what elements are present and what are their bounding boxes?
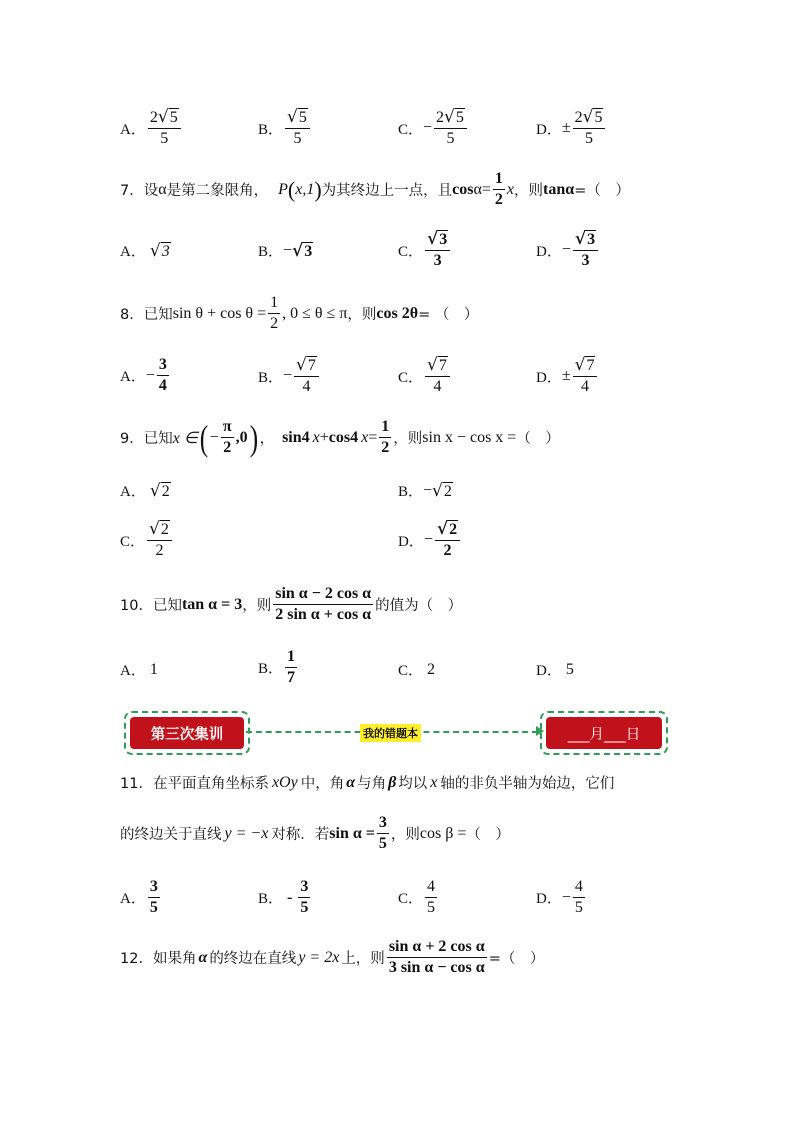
sign: − [423, 531, 433, 548]
option-label: B． [258, 369, 284, 386]
text: 与角 [357, 776, 387, 792]
question-10 [120, 585, 462, 624]
denominator: 2 [155, 542, 164, 559]
q6-option-b [258, 108, 312, 148]
option-label: B． [258, 661, 284, 677]
numerator: 1 [285, 648, 297, 668]
q8-option-c [398, 356, 452, 396]
denominator: 2 [270, 315, 279, 332]
question-9: 9．已知 x ∈ ( − $\frac{\pi}{2}$ ,0 ) ， sin 4 x + cos 4 x = $\frac{1}{2}$ ，则 sin x − cos x = （ ） [120, 417, 560, 458]
q10-option-c [398, 659, 435, 680]
q7-option-c [398, 230, 452, 270]
question-number: 11．在平面直角坐标系 [120, 776, 269, 792]
q11-option-a [120, 878, 162, 917]
q7-option-d [536, 230, 600, 270]
beta-symbol: β [388, 773, 397, 791]
fraction [573, 878, 585, 917]
denominator: 5 [160, 130, 169, 147]
q9-option-b: B． − √ 2 [398, 480, 452, 501]
q11-option-c [398, 878, 439, 917]
q10-option-d [536, 659, 574, 680]
denominator: 3 [433, 252, 442, 269]
q6-option-d [536, 108, 607, 148]
option-label: A． [120, 369, 146, 385]
fraction: √ 2 2 [147, 520, 172, 560]
exponent: 4 [350, 428, 359, 446]
text: 是第二象限角， [166, 183, 269, 199]
session-title: 第三次集训 [130, 717, 244, 749]
question-number: 8．已知 [120, 307, 173, 323]
interval-end: ,0 [235, 428, 248, 446]
text: ， [259, 431, 275, 447]
q10-option-a [120, 659, 158, 680]
denominator: 7 [287, 669, 296, 686]
text: ，则 [393, 431, 423, 447]
denominator: 2 [443, 542, 452, 559]
q6-option-c [398, 108, 469, 148]
sign: − [209, 428, 219, 446]
alpha-symbol: α [158, 180, 167, 198]
fraction [273, 585, 373, 624]
denominator: 4 [433, 378, 442, 395]
date-banner [540, 711, 668, 755]
radicand: 3 [161, 242, 170, 260]
denominator: 5 [585, 130, 594, 147]
denominator: 5 [378, 835, 387, 852]
radicand: 2 [449, 521, 458, 538]
numerator: 3 [377, 814, 389, 834]
denominator: 5 [446, 130, 455, 147]
option-value: 1 [149, 660, 158, 678]
fraction: 2 √ 5 5 [148, 108, 181, 148]
numerator: 4 [425, 878, 437, 898]
text: 的终边关于直线 [120, 827, 222, 843]
question-number: 10．已知 [120, 598, 182, 614]
target-expression: sin x − cos x = [422, 428, 517, 446]
sign: − [561, 241, 571, 258]
fraction: √ 3 3 [573, 230, 598, 270]
text: 的终边在直线 [209, 951, 297, 967]
cos-text: cos [452, 180, 474, 198]
q8-option-b [258, 356, 321, 396]
text: ，则 [390, 827, 420, 843]
cos-text: cos [328, 428, 351, 446]
option-label: C． [120, 533, 146, 550]
question-12 [120, 938, 544, 977]
q9-option-c [120, 520, 174, 560]
fraction: √ 7 4 [294, 356, 319, 396]
option-label: B． [258, 891, 284, 907]
option-label: B． [258, 121, 284, 138]
radicand: 3 [439, 231, 448, 248]
denominator: 5 [149, 899, 158, 916]
option-label: C． [398, 121, 424, 138]
option-label: D． [398, 533, 424, 550]
denominator: 3 sin α − cos α [388, 959, 485, 976]
variable: x [506, 180, 515, 198]
variable: x [312, 428, 320, 446]
radicand: 5 [298, 109, 307, 126]
option-label: D． [536, 891, 562, 907]
sign: − [283, 367, 293, 384]
denominator: 5 [300, 899, 309, 916]
option-label: C． [398, 243, 424, 260]
sign: - [287, 888, 293, 906]
denominator: 5 [293, 130, 302, 147]
sign: − [561, 888, 571, 906]
radicand: 3 [587, 231, 596, 248]
numerator: 2 [436, 109, 445, 126]
radicand: 2 [443, 482, 452, 500]
question-number: 7．设 [120, 183, 159, 199]
variable: x [361, 428, 369, 446]
option-value: 2 [427, 660, 436, 678]
radicand: 5 [169, 109, 178, 126]
q11-option-d [536, 878, 587, 917]
fraction [377, 814, 389, 853]
plus: + [319, 428, 329, 446]
text: =（ ） [574, 183, 630, 199]
sign: − [283, 241, 293, 259]
fraction: √ 5 5 [285, 108, 310, 148]
text: （ ） [466, 827, 510, 843]
text: =（ ） [488, 951, 545, 967]
sign: ± [561, 119, 571, 136]
option-label: C． [398, 891, 424, 907]
denominator: 5 [427, 899, 436, 916]
question-number: 12．如果角 [120, 951, 197, 967]
numerator: 1 [268, 294, 280, 314]
text: ，则 [242, 598, 272, 614]
option-label: D． [536, 369, 562, 386]
radicand: 5 [455, 109, 464, 126]
q9-option-d [398, 520, 462, 560]
fraction [425, 878, 437, 917]
numerator: 3 [298, 878, 310, 898]
question-11-line2 [120, 814, 510, 853]
fraction [148, 878, 160, 917]
fraction [268, 294, 280, 333]
numerator: sin α + 2 cos α [387, 938, 487, 958]
option-label: B． [258, 244, 284, 260]
text: 对称．若 [271, 827, 330, 843]
fraction [379, 418, 391, 457]
denominator: 4 [158, 377, 167, 394]
alpha-symbol: α [346, 773, 356, 791]
radicand: 2 [160, 521, 169, 538]
denominator: 2 [223, 439, 232, 456]
point-symbol: P [278, 180, 288, 198]
denominator: 3 [581, 252, 590, 269]
denominator: 2 sin α + cos α [275, 606, 372, 623]
expression: sin θ + cos θ = [172, 304, 267, 322]
tan-text: tanα [543, 180, 575, 198]
text: 上，则 [341, 951, 385, 967]
numerator: sin α − 2 cos α [273, 585, 373, 605]
numerator: 2 [149, 109, 158, 126]
denominator: 5 [574, 899, 583, 916]
denominator: 2 [494, 191, 503, 208]
sign: − [423, 481, 433, 499]
date-text: ___月___日 [546, 717, 662, 749]
denominator: 4 [581, 378, 590, 395]
exponent: 4 [301, 428, 310, 446]
option-label: A． [120, 484, 146, 500]
fraction [221, 418, 234, 457]
sign: ± [561, 367, 571, 384]
text: 轴的非负半轴为始边，它们 [440, 776, 615, 792]
q11-option-b [258, 878, 312, 917]
text: = （ ） [418, 307, 479, 323]
q7-option-b: B． − √ 3 [258, 240, 313, 261]
radicand: 3 [304, 242, 313, 260]
q7-option-a: A． √ 3 [120, 240, 170, 261]
q9-option-a: A． √ 2 [120, 480, 170, 501]
radicand: 7 [438, 357, 447, 374]
fraction [387, 938, 487, 977]
alpha-symbol: α [473, 180, 482, 198]
fraction: 2 √ 5 5 [434, 108, 467, 148]
q6-option-a [120, 108, 183, 148]
q10-option-b [258, 648, 299, 687]
option-label: D． [536, 663, 562, 679]
option-label: C． [398, 369, 424, 386]
fraction [285, 648, 297, 687]
coords: x,1 [295, 180, 315, 198]
line-equation: y = 2x [298, 948, 340, 966]
question-8 [120, 294, 478, 333]
text: ，则 [347, 307, 377, 323]
fraction: 2 √ 5 5 [573, 108, 606, 148]
numerator: 2 [574, 109, 583, 126]
q8-option-a [120, 356, 171, 395]
sign: − [145, 366, 155, 384]
numerator: 1 [379, 418, 391, 438]
numerator: 4 [573, 878, 585, 898]
question-11-line1 [120, 772, 614, 793]
condition: tan α = 3 [181, 595, 243, 613]
fraction: √ 7 4 [425, 356, 450, 396]
numerator: 3 [157, 356, 169, 376]
text: 均以 [398, 776, 428, 792]
equals: = [481, 180, 491, 198]
session-banner-left [124, 711, 250, 755]
denominator: 2 [381, 439, 390, 456]
radicand: 2 [161, 482, 170, 500]
numerator: π [221, 418, 234, 438]
equals: = [368, 428, 378, 446]
option-label: A． [120, 663, 146, 679]
radicand: 5 [594, 109, 603, 126]
cos-expression: cos β = [419, 824, 467, 842]
coordinate-system: xOy [271, 773, 298, 791]
fraction: √ 7 4 [573, 356, 598, 396]
option-label: B． [398, 484, 424, 500]
target-expression: cos 2θ [376, 304, 419, 322]
option-label: D． [536, 121, 562, 138]
option-label: A． [120, 121, 146, 138]
option-label: D． [536, 243, 562, 260]
denominator: 4 [302, 378, 311, 395]
option-value: 5 [565, 660, 574, 678]
alpha-symbol: α [198, 948, 208, 966]
sign: − [423, 119, 433, 136]
option-label: A． [120, 891, 146, 907]
numerator: 1 [493, 170, 505, 190]
radicand: 7 [586, 357, 595, 374]
fraction [493, 170, 505, 209]
variable: x [430, 773, 438, 791]
fraction: √ 2 2 [435, 520, 460, 560]
option-label: C． [398, 663, 424, 679]
fraction [157, 356, 169, 395]
set-membership: x ∈ [172, 429, 198, 447]
sin-expression: sin α = [329, 824, 375, 842]
sin-text: sin [282, 428, 302, 446]
fraction [298, 878, 310, 917]
text: （ ） [516, 431, 560, 447]
question-number: 9．已知 [120, 431, 173, 447]
mistake-book-tag: 我的错题本 [360, 724, 421, 742]
text: 为其终边上一点，且 [321, 183, 453, 199]
numerator: 3 [148, 878, 160, 898]
text: 中，角 [300, 776, 345, 792]
range: , 0 ≤ θ ≤ π [282, 304, 348, 322]
radicand: 7 [307, 357, 316, 374]
q8-option-d [536, 356, 599, 396]
text: ，则 [514, 183, 544, 199]
option-label: A． [120, 244, 146, 260]
line-equation: y = −x [224, 824, 269, 842]
fraction: √ 3 3 [425, 230, 450, 270]
question-7: 7．设 α 是第二象限角， P ( x,1 ) 为其终边上一点，且 cos α = $\frac{1}{2}$ x ，则 tanα =（ ） [120, 170, 630, 208]
text: 的值为（ ） [375, 598, 463, 614]
